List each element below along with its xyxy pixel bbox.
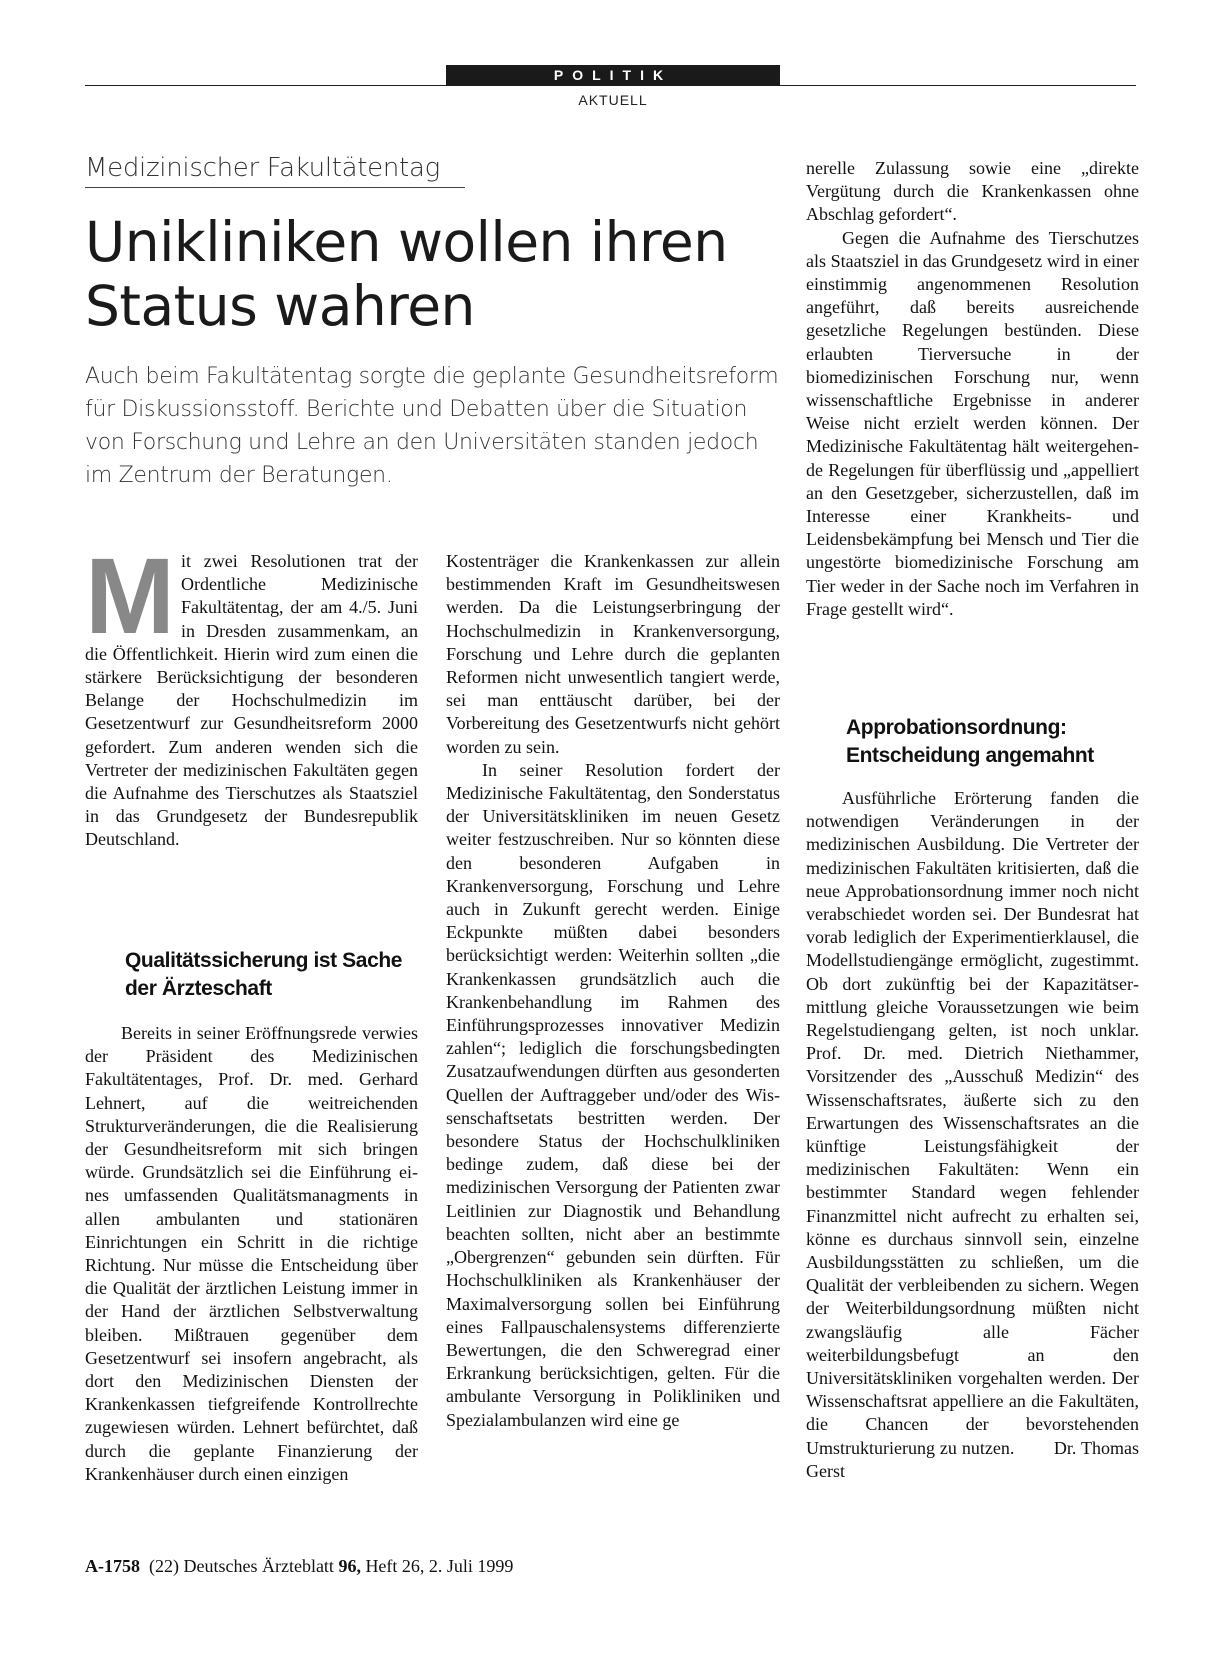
drop-cap: M: [85, 535, 175, 656]
body-paragraph: [806, 787, 1139, 1483]
journal-name: (22) Deutsches Ärzteblatt: [149, 1556, 334, 1576]
article-headline: Unikliniken wollen ihren Status wahren: [85, 210, 728, 338]
subheading-qualitaetssicherung: Qualitätssicherung ist Sache der Ärzteschaft: [125, 949, 403, 1000]
column-1-intro: [85, 535, 418, 852]
article-lead: Auch beim Fakultätentag sorgte die geplante Gesundheitsreform für Diskussionsstoff. Berichte und Debatten über die Situation von Forschung und Lehre an den Universitäten standen jedoch im Zentrum der Beratungen.: [85, 364, 779, 488]
section-label: POLITIK: [446, 65, 780, 86]
subheading-approbationsordnung: Approbationsordnung: Entscheidung angemahnt: [846, 716, 1094, 767]
subsection-label: AKTUELL: [578, 92, 648, 108]
page-footer: [85, 1556, 513, 1577]
issue-date: Heft 26, 2. Juli 1999: [365, 1556, 514, 1576]
page-number: A-1758: [85, 1556, 140, 1576]
body-paragraph: Kostenträger die Krankenkassen zur allein bestimmenden Kraft im Gesundheitswesen werden. Da die Leistungserbringung der Hochschulmedizin in Krankenversorgung, Forschung und Lehre durch die geplanten Reformen nicht unwesentlich tangiert werde, sei man enttäuscht darüber, bei der Vorbereitung des Gesetzentwurfs nicht gehört worden zu sein.: [446, 551, 780, 757]
column-2: [446, 550, 780, 1432]
body-paragraph: Bereits in seiner Eröffnungsrede verwies der Präsident des Medizinischen Fakultätentages, Prof. Dr. med. Gerhard Lehnert, auf die weitreichenden Strukturveränderungen, die die Realisierung der Gesundheitsreform mit sich bringen würde. Grundsätzlich sei die Einführung eines umfassenden Qualitätsmanagments in allen ambulanten und stationären Einrichtungen ein Schritt in die richtige Richtung. Nur müsse die Entscheidung über die Qualität der ärztlichen Leistung immer in der Hand der ärztlichen Selbstverwaltung bleiben. Mißtrauen gegenüber dem Gesetzentwurf sei insofern angebracht, als dort den Medizinischen Diensten der Krankenkassen tiefgreifende Kontrollrechte zugewiesen würden. Lehnert befürchtet, daß durch die geplante Finanzierung der Krankenhäuser durch einen einzigen: [85, 1023, 418, 1484]
body-paragraph: Gegen die Aufnahme des Tierschutzes als Staatsziel in das Grundgesetz wird in einer einstimmig angenommenen Resolution angeführt, daß bereits ausreichende gesetzliche Regelungen bestünden. Diese erlaubten Tierversuche in der biomedizinischen Forschung nur, wenn wissenschaftliche Ergebnisse in anderer Weise nicht erzielt werden können. Der Medizinische Fakultätentag hält weitergehende Regelungen für überflüssig und „appelliert an den Gesetzgeber, sicherzustellen, daß im Interesse einer Krankheits- und Leidensbekämpfung bei Mensch und Tier die ungestörte biomedizinische Forschung am Tier weder in der Sache noch im Verfahren in Frage gestellt wird“.: [806, 227, 1139, 619]
body-text: Ausführliche Erörterung fanden die notwendigen Veränderungen in der medizinischen Ausbildung. Die Vertreter der medizinischen Fakultäten kritisierten, daß die neue Approbationsordnung immer noch nicht verabschiedet worden sei. Der Bundesrat hat vorab lediglich der Experimentierklausel, die Modellstudiengänge ermöglicht, zugestimmt. Ob dort zukünftig bei der Kapazitätsermittlung gleiche Voraussetzungen wie beim Regelstudiengang gelten, ist noch unklar. Prof. Dr. med. Dietrich Niethammer, Vorsitzender des „Ausschuß Medizin“ des Wissenschaftsrates, äußerte sich zu den Erwartungen des Wissenschaftsrates an die künftige Leistungsfähigkeit der medizinischen Fakultäten: Wenn ein bestimmter Standard wegen fehlender Finanzmittel nicht aufrecht zu erhalten sei, könne es durchaus sinnvoll sein, einzelne Ausbildungsstätten zu schließen, um die Qualität der verbleibenden zu sichern. Wegen der Weiterbildungsordnung müßten nicht zwangsläufig alle Fächer weiterbildungsbefugt an den Universitätskliniken vorgehalten werden. Der Wissenschaftsrat appelliere an die Fakultäten, die Chancen der bevorstehenden Umstrukturierung zu nutzen.: [806, 788, 1139, 1458]
body-paragraph: nerelle Zulassung sowie eine „direkte Vergütung durch die Krankenkassen ohne Abschlag gefordert“.: [806, 158, 1139, 225]
column-3-body: [806, 787, 1139, 1483]
column-3-top: [806, 157, 1139, 621]
column-1-body: [85, 1022, 418, 1486]
volume-number: 96,: [338, 1556, 361, 1576]
article-kicker: Medizinischer Fakultätentag: [85, 153, 465, 188]
body-paragraph: In seiner Resolution fordert der Medizinische Fakultätentag, den Sonderstatus der Universitätskliniken im neuen Gesetz weiter festzuschreiben. Nur so könnten diese den besonderen Aufgaben in Krankenversorgung, Forschung und Lehre auch in Zukunft gerecht werden. Einige Eckpunkte müßten dabei besonders berücksichtigt werden: Weiterhin sollten „die Krankenkassen grundsätzlich auch die Krankenbehandlung im Rahmen des Einführungsprozesses innovativer Medizin zahlen“; lediglich die forschungsbedingten Zusatzaufwendungen dürften aus gesonderten Quellen der Auftraggeber und/oder des Wissenschaftsetats bestritten werden. Der besondere Status der Hochschulkliniken bedinge zudem, daß diese bei der medizinischen Versorgung der Patienten zwar Leitlinien zur Diagnostik und Behandlung beachten sollten, nicht aber an bestimmte „Obergrenzen“ gebunden sein dürften. Für Hochschulkliniken als Krankenhäuser der Maximalversorgung sollen bei Einführung eines Fallpauschalensystems differenzierte Bewertungen, die den Schweregrad einer Erkrankung berücksichtigen, gelten. Für die ambulante Versorgung in Polikliniken und Spezialambulanzen wird eine ge: [446, 759, 780, 1430]
intro-paragraph: it zwei Resolutionen trat der Ordentliche Medizinische Fakultätentag, der am 4./5. Juni in Dresden zusammenkam, an die Öffentlichkeit. Hierin wird zum einen die stärkere Berücksichtigung der besonderen Belange der Hochschulmedizin im Gesetzentwurf zur Gesundheitsreform 2000 gefordert. Zum anderen wenden sich die Vertreter der medizinischen Fakultäten gegen die Aufnahme des Tierschutzes als Staatsziel in das Grundgesetz der Bundesrepublik Deutschland.: [85, 551, 418, 850]
author-name: Dr. Thomas Gerst: [806, 1437, 1139, 1481]
